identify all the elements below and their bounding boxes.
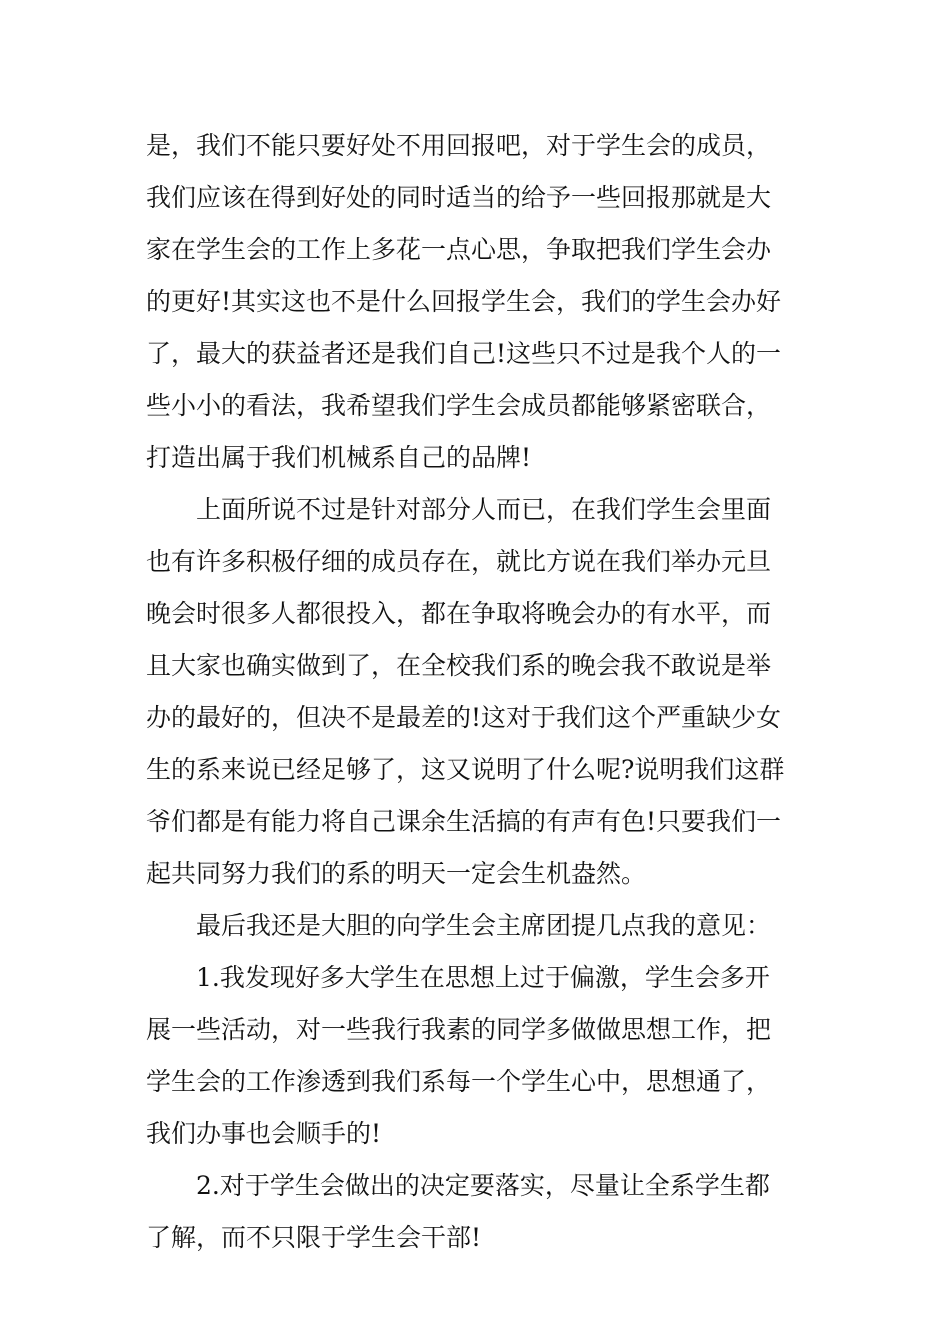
text-line: 学生会的工作渗透到我们系每一个学生心中，思想通了， bbox=[146, 1067, 772, 1096]
document-body bbox=[146, 120, 806, 1264]
text-line: 的更好!其实这也不是什么回报学生会，我们的学生会办好 bbox=[146, 287, 782, 316]
text-line: 家在学生会的工作上多花一点心思，争取把我们学生会办 bbox=[146, 235, 772, 264]
paragraph-3 bbox=[146, 900, 806, 952]
paragraph-4-list-item-1 bbox=[146, 952, 806, 1160]
text-line: 我们办事也会顺手的! bbox=[146, 1119, 382, 1148]
text-line: 打造出属于我们机械系自己的品牌! bbox=[146, 443, 532, 472]
paragraph-5-list-item-2 bbox=[146, 1160, 806, 1264]
text-line: 了解，而不只限于学生会干部! bbox=[146, 1223, 482, 1252]
text-line: 1.我发现好多大学生在思想上过于偏激，学生会多开 bbox=[196, 963, 770, 992]
text-line: 我们应该在得到好处的同时适当的给予一些回报那就是大 bbox=[146, 183, 772, 212]
text-line: 起共同努力我们的系的明天一定会生机盎然。 bbox=[146, 859, 647, 888]
text-line: 了，最大的获益者还是我们自己!这些只不过是我个人的一 bbox=[146, 339, 782, 368]
paragraph-1 bbox=[146, 120, 806, 484]
text-line: 2.对于学生会做出的决定要落实，尽量让全系学生都 bbox=[196, 1171, 770, 1200]
text-line: 展一些活动，对一些我行我素的同学多做做思想工作，把 bbox=[146, 1015, 772, 1044]
text-line: 上面所说不过是针对部分人而已，在我们学生会里面 bbox=[196, 495, 772, 524]
text-line: 最后我还是大胆的向学生会主席团提几点我的意见： bbox=[196, 911, 772, 940]
text-line: 也有许多积极仔细的成员存在，就比方说在我们举办元旦 bbox=[146, 547, 772, 576]
text-line: 办的最好的，但决不是最差的!这对于我们这个严重缺少女 bbox=[146, 703, 782, 732]
text-line: 晚会时很多人都很投入，都在争取将晚会办的有水平，而 bbox=[146, 599, 772, 628]
text-line: 些小小的看法，我希望我们学生会成员都能够紧密联合， bbox=[146, 391, 772, 420]
text-line: 是，我们不能只要好处不用回报吧，对于学生会的成员， bbox=[146, 131, 772, 160]
text-line: 爷们都是有能力将自己课余生活搞的有声有色!只要我们一 bbox=[146, 807, 782, 836]
text-line: 生的系来说已经足够了，这又说明了什么呢?说明我们这群 bbox=[146, 755, 785, 784]
paragraph-2 bbox=[146, 484, 806, 900]
text-line: 且大家也确实做到了，在全校我们系的晚会我不敢说是举 bbox=[146, 651, 772, 680]
